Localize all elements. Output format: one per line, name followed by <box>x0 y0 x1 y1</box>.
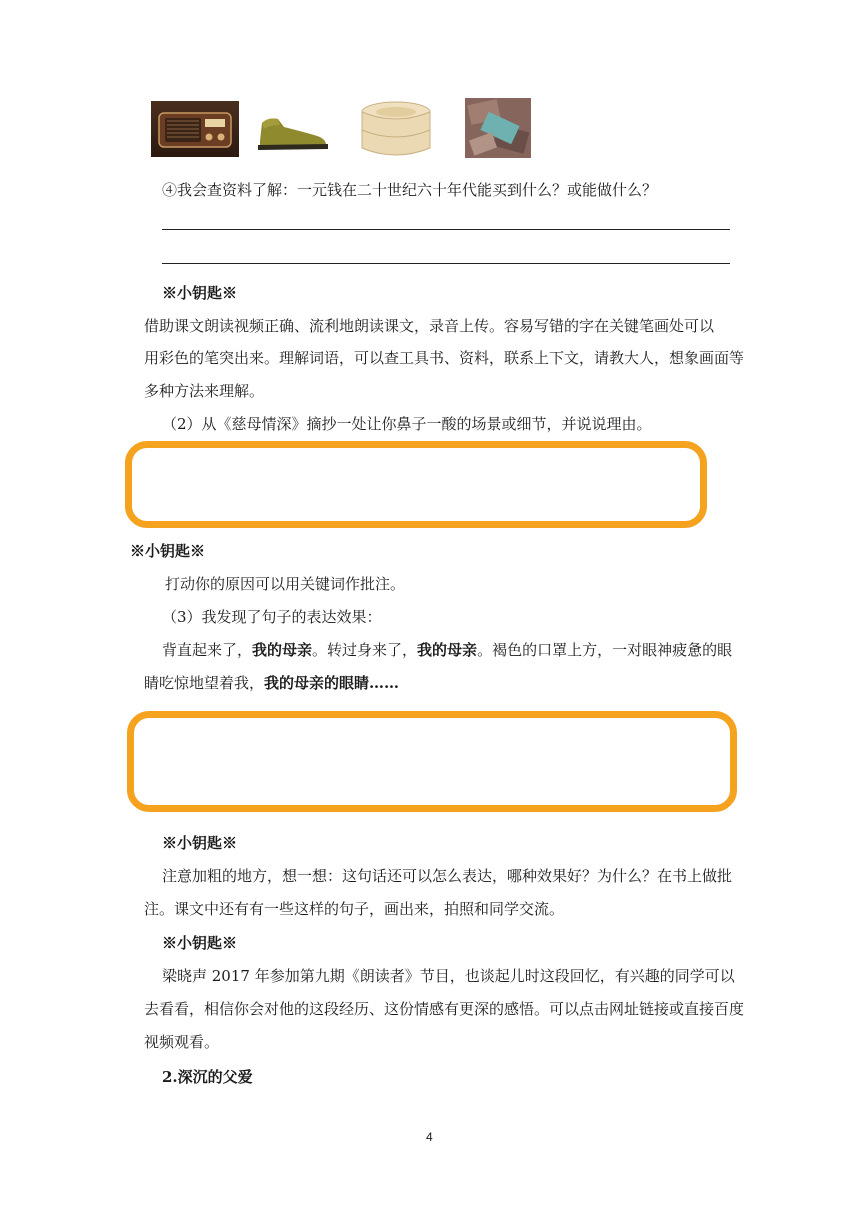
banknotes-image <box>465 98 531 158</box>
key-heading-2: ※小钥匙※ <box>130 542 206 560</box>
key1-line1: 借助课文朗读视频正确、流利地朗读课文，录音上传。容易写错的字在关键笔画处可以 <box>144 317 715 335</box>
question-4: ④我会查资料了解：一元钱在二十世纪六十年代能买到什么？或能做什么？ <box>162 181 658 199</box>
key4-line3: 视频观看。 <box>144 1033 220 1051</box>
answer-line-1[interactable] <box>162 229 730 230</box>
quote-part-1: 背直起来了， <box>162 641 253 659</box>
key3-line2: 注。课文中还有有一些这样的句子，画出来，拍照和同学交流。 <box>144 900 565 918</box>
quote-bold-3: 我的母亲的眼睛…… <box>264 674 400 692</box>
steamer-image <box>357 98 435 160</box>
question-3: （3）我发现了句子的表达效果： <box>162 608 382 626</box>
quote-line-1 <box>162 640 732 660</box>
page-number: 4 <box>426 1130 433 1144</box>
key3-line1: 注意加粗的地方，想一想：这句话还可以怎么表达，哪种效果好？为什么？在书上做批 <box>162 867 733 885</box>
answer-box-2[interactable] <box>125 441 707 528</box>
shoe-image <box>252 101 332 157</box>
answer-line-2[interactable] <box>162 263 730 264</box>
answer-box-3[interactable] <box>127 711 737 812</box>
quote-part-2: 。转过身来了， <box>312 641 418 659</box>
quote-line-2 <box>144 673 399 693</box>
section-2-heading: 2.深沉的父爱 <box>162 1068 253 1086</box>
quote-part-4: 睛吃惊地望着我， <box>144 674 265 692</box>
key4-line2: 去看看，相信你会对他的这段经历、这份情感有更深的感悟。可以点击网址链接或直接百度 <box>144 1000 745 1018</box>
key-heading-4: ※小钥匙※ <box>162 934 238 952</box>
quote-part-3: 。褐色的口罩上方，一对眼神疲惫的眼 <box>477 641 733 659</box>
key4-line1: 梁晓声 2017 年参加第九期《朗读者》节目，也谈起儿时这段回忆，有兴趣的同学可以 <box>162 967 735 985</box>
key-heading-1: ※小钥匙※ <box>162 284 238 302</box>
quote-bold-2: 我的母亲 <box>417 641 478 659</box>
radio-image <box>151 101 239 157</box>
key1-line2: 用彩色的笔突出来。理解词语，可以查工具书、资料，联系上下文，请教大人，想象画面等 <box>144 349 745 367</box>
key1-line3: 多种方法来理解。 <box>144 382 265 400</box>
quote-bold-1: 我的母亲 <box>252 641 313 659</box>
key2-text: 打动你的原因可以用关键词作批注。 <box>165 575 406 593</box>
question-2: （2）从《慈母情深》摘抄一处让你鼻子一酸的场景或细节，并说说理由。 <box>162 415 652 433</box>
key-heading-3: ※小钥匙※ <box>162 834 238 852</box>
